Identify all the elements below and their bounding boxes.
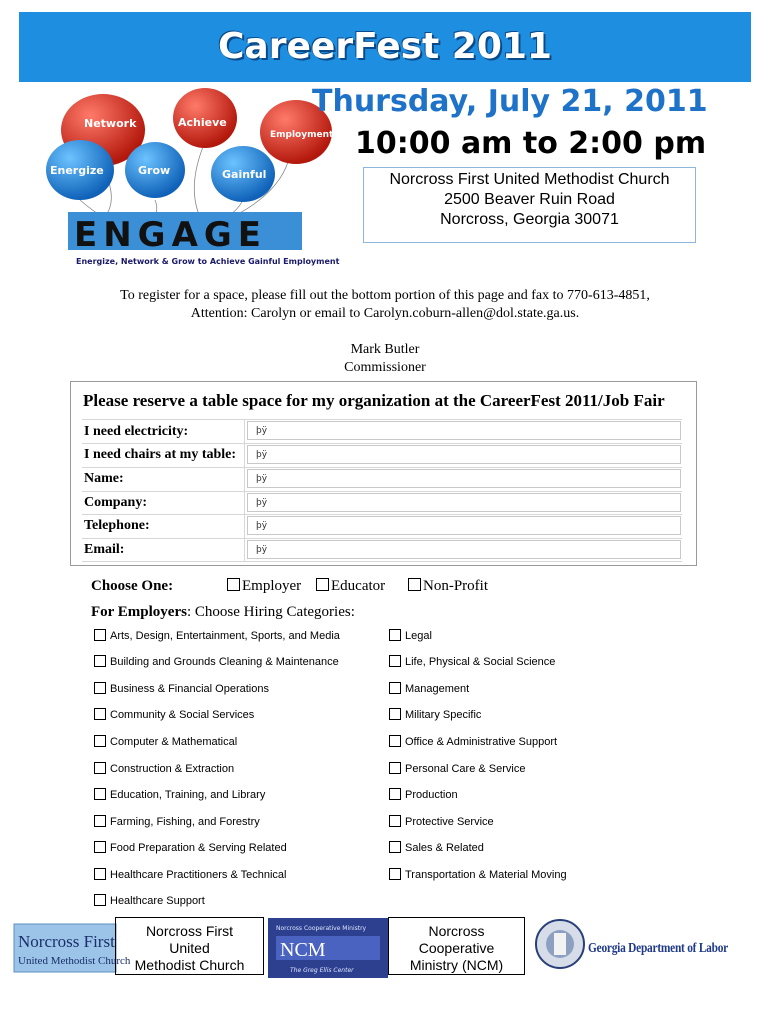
category-label: Farming, Fishing, and Forestry (110, 816, 260, 828)
category-checkbox[interactable] (94, 708, 254, 721)
email-label: Email: (84, 542, 125, 557)
category-label: Food Preparation & Serving Related (110, 842, 287, 854)
category-checkbox[interactable] (94, 629, 340, 642)
telephone-label: Telephone: (84, 518, 150, 533)
educator-option[interactable] (316, 578, 385, 595)
category-label: Business & Financial Operations (110, 683, 269, 695)
checkbox[interactable] (389, 708, 401, 720)
gainful-label: Gainful (222, 168, 267, 181)
category-label: Building and Grounds Cleaning & Maintenance (110, 656, 339, 668)
employment-label: Employment (270, 130, 334, 140)
employer-option-label: Employer (242, 578, 302, 594)
checkbox[interactable] (389, 815, 401, 827)
nonprofit-option-label: Non-Profit (423, 578, 488, 594)
form-row-divider (82, 561, 682, 562)
category-checkbox[interactable] (94, 868, 287, 881)
checkbox[interactable] (389, 629, 401, 641)
category-label: Production (405, 789, 458, 801)
georgia-dol-logo (538, 915, 738, 973)
category-label: Construction & Extraction (110, 763, 235, 775)
electricity-field[interactable]: þÿ (247, 421, 681, 440)
chairs-label: I need chairs at my table: (84, 447, 237, 462)
ncm-logo-bottom: The Greg Ellis Center (290, 967, 354, 974)
nonprofit-option[interactable] (408, 578, 488, 595)
employer-checkbox[interactable] (227, 578, 240, 591)
choose-one-label: Choose One: (91, 578, 174, 594)
title-banner (19, 12, 751, 82)
form-row-divider (82, 538, 682, 539)
category-label: Office & Administrative Support (405, 736, 558, 748)
form-row-divider (82, 514, 682, 515)
category-checkbox[interactable] (94, 655, 339, 668)
category-checkbox[interactable] (94, 815, 260, 828)
church-name-line: Norcross First (145, 923, 234, 939)
registration-instructions (20, 287, 750, 323)
achieve-label: Achieve (178, 116, 227, 129)
category-label: Arts, Design, Entertainment, Sports, and Media (110, 630, 340, 642)
ncm-logo-mark: NCM (280, 939, 326, 961)
name-field[interactable]: þÿ (247, 469, 681, 488)
registration-line-2: Attention: Carolyn or email to Carolyn.coburn-allen@dol.state.ga.us. (190, 306, 580, 321)
hiring-heading-rest: : Choose Hiring Categories: (186, 604, 355, 620)
banner-title: CareerFest 2011 (218, 26, 552, 67)
checkbox[interactable] (94, 762, 106, 774)
checkbox[interactable] (94, 735, 106, 747)
church-logo-line-1: Norcross First (18, 932, 115, 951)
checkbox[interactable] (94, 894, 106, 906)
event-date: Thursday, July 21, 2011 (312, 84, 708, 119)
ncm-name-line: Norcross (428, 923, 485, 939)
form-row-divider (82, 467, 682, 468)
checkbox[interactable] (94, 682, 106, 694)
form-row-divider (82, 419, 682, 420)
category-checkbox[interactable] (389, 762, 525, 775)
checkbox[interactable] (94, 629, 106, 641)
category-label: Education, Training, and Library (110, 789, 266, 801)
checkbox[interactable] (389, 788, 401, 800)
email-field[interactable]: þÿ (247, 540, 681, 559)
category-checkbox[interactable] (389, 788, 458, 801)
hiring-categories-heading (91, 604, 355, 621)
church-logo-line-2: United Methodist Church (18, 955, 131, 967)
engage-tagline: Energize, Network & Grow to Achieve Gainful Employment (76, 257, 340, 266)
category-checkbox[interactable] (389, 841, 484, 854)
checkbox[interactable] (389, 735, 401, 747)
category-checkbox[interactable] (94, 735, 237, 748)
checkbox[interactable] (389, 762, 401, 774)
category-checkbox[interactable] (94, 682, 269, 695)
checkbox[interactable] (389, 841, 401, 853)
venue-name: Norcross First United Methodist Church (389, 171, 670, 188)
signature-name: Mark Butler (350, 342, 420, 357)
georgia-dol-wordmark: Georgia Department of Labor (588, 941, 729, 956)
category-label: Management (405, 683, 470, 695)
category-label: Computer & Mathematical (110, 736, 238, 748)
venue-street: 2500 Beaver Ruin Road (444, 191, 615, 208)
checkbox[interactable] (94, 708, 106, 720)
category-label: Healthcare Practitioners & Technical (110, 869, 287, 881)
form-row-divider (82, 443, 682, 444)
registration-line-1: To register for a space, please fill out the bottom portion of this page and fax to 770-613-4851, (120, 288, 650, 303)
company-label: Company: (84, 495, 148, 510)
category-label: Transportation & Material Moving (405, 869, 567, 881)
event-time: 10:00 am to 2:00 pm (355, 126, 707, 161)
educator-option-label: Educator (331, 578, 386, 594)
signature-title: Commissioner (344, 360, 426, 375)
category-label: Sales & Related (405, 842, 484, 854)
ncm-logo-top: Norcross Cooperative Ministry (276, 925, 367, 932)
category-checkbox[interactable] (94, 788, 265, 801)
category-label: Personal Care & Service (405, 763, 526, 775)
company-field[interactable]: þÿ (247, 493, 681, 512)
category-checkbox[interactable] (389, 708, 481, 721)
checkbox[interactable] (389, 682, 401, 694)
checkbox[interactable] (94, 788, 106, 800)
chairs-field[interactable]: þÿ (247, 445, 681, 464)
employer-option[interactable] (227, 578, 301, 595)
name-label: Name: (84, 471, 124, 486)
category-label: Legal (405, 630, 432, 642)
church-name-line: United (169, 940, 210, 956)
energize-label: Energize (50, 164, 104, 177)
category-checkbox[interactable] (94, 762, 234, 775)
checkbox[interactable] (389, 868, 401, 880)
ncm-logo (268, 918, 388, 978)
category-checkbox[interactable] (389, 815, 494, 828)
category-checkbox[interactable] (389, 735, 557, 748)
telephone-field[interactable]: þÿ (247, 516, 681, 535)
category-checkbox[interactable] (94, 841, 287, 854)
category-label: Protective Service (405, 816, 494, 828)
category-label: Community & Social Services (110, 709, 255, 721)
grow-label: Grow (138, 164, 171, 177)
checkbox[interactable] (94, 815, 106, 827)
checkbox[interactable] (94, 868, 106, 880)
ncm-name-line: Ministry (NCM) (409, 957, 504, 973)
nonprofit-checkbox[interactable] (408, 578, 421, 591)
educator-checkbox[interactable] (316, 578, 329, 591)
engage-logo (38, 82, 340, 268)
category-checkbox[interactable] (389, 868, 567, 881)
church-name-line: Methodist Church (134, 957, 245, 973)
form-column-divider (244, 419, 245, 561)
category-checkbox[interactable] (389, 629, 432, 642)
norcross-church-logo (14, 924, 131, 972)
category-checkbox[interactable] (94, 894, 205, 907)
church-name (115, 923, 264, 974)
form-title: Please reserve a table space for my organization at the CareerFest 2011/Job Fair (83, 391, 665, 410)
category-label: Life, Physical & Social Science (405, 656, 556, 668)
category-checkbox[interactable] (389, 682, 469, 695)
network-label: Network (84, 117, 137, 130)
checkbox[interactable] (389, 655, 401, 667)
signature (0, 341, 770, 377)
category-label: Military Specific (405, 709, 482, 721)
checkbox[interactable] (94, 655, 106, 667)
venue-city: Norcross, Georgia 30071 (440, 211, 619, 228)
ncm-name-line: Cooperative (418, 940, 495, 956)
ncm-name (388, 923, 525, 974)
category-checkbox[interactable] (389, 655, 555, 668)
category-label: Healthcare Support (110, 895, 205, 907)
checkbox[interactable] (94, 841, 106, 853)
engage-wordmark: ENGAGE (74, 215, 268, 255)
electricity-label: I need electricity: (84, 424, 189, 439)
form-row-divider (82, 491, 682, 492)
venue-box (363, 167, 696, 243)
hiring-heading-bold: For Employers (91, 604, 187, 620)
